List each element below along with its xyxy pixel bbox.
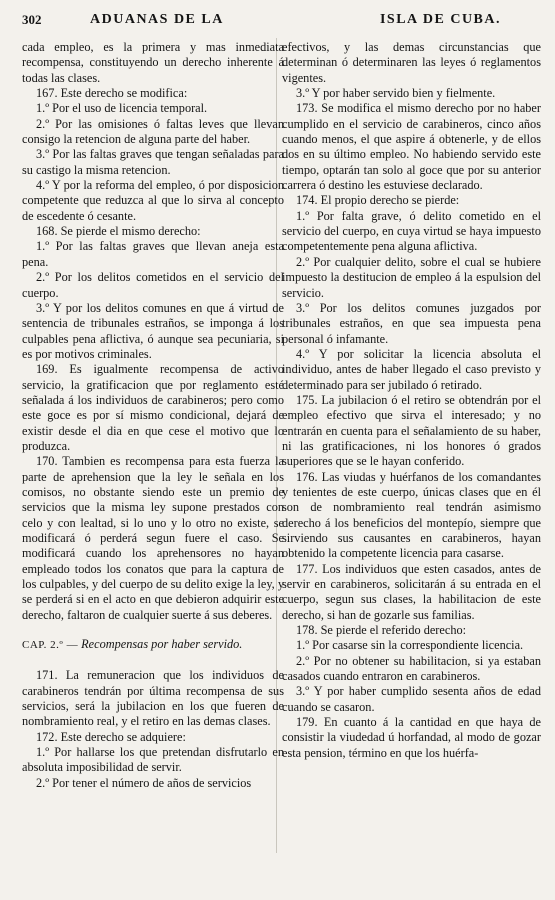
paragraph: 1.º Por el uso de licencia temporal.	[36, 101, 208, 116]
paragraph: 172. Este derecho se adquiere:	[36, 729, 186, 744]
paragraph: 169. Es igualmente recompensa de activo servicio, la gratificacion que por reglamento esté señalada á los individuos de carabineros; pero como este goce es por sí mismo condicional, dejará de existir desde el dia en que cese el motivo que lo produzca.	[22, 362, 284, 453]
running-head	[22, 12, 535, 32]
paragraph: 170. Tambien es recompensa para esta fuerza la parte de aprehension que la ley le señala en los comisos, no obstante siendo este un premio de servicios que la misma ley supone prestados con celo y con lealtad, si lo uno y lo otro no existe, se modificará ó perderá segun fuere el caso. Se modificará cuando los aprehensores no hayan empleado todos los conatos que para la captura de los culpables, y del cuerpo de su delito exige la ley, y se perderá si en el acto en que debieron adquirir este derecho, faltaron de cualquier suerte á sus deberes.	[22, 454, 284, 622]
paragraph: 1.º Por casarse sin la correspondiente licencia.	[296, 638, 524, 653]
paragraph: 2.º Por cualquier delito, sobre el cual se hubiere impuesto la destitucion de empleo á la espulsion del servicio.	[282, 254, 541, 300]
paragraph: 4.º Y por la reforma del empleo, ó por disposicion competente que reduzca al que lo sirva al concepto de escedente ó cesante.	[22, 178, 284, 223]
paragraph: 175. La jubilacion ó el retiro se obtendrán por el empleo efectivo que sirva el interesado; y no entrarán en cuenta para el señalamiento de su haber, ni las gratificaciones, ni los honores ó grados superiores que se le hayan conferido.	[282, 392, 541, 469]
paragraph: 168. Se pierde el mismo derecho:	[36, 224, 201, 239]
paragraph: 177. Los individuos que esten casados, antes de servir en carabineros, solicitarán á su entrada en el cuerpo, segun sus clases, la habilitacion de este derecho, si han de gozarle sus familias.	[282, 561, 541, 622]
paragraph: 3.º Y por haber cumplido sesenta años de edad cuando se casaron.	[282, 684, 541, 714]
chapter-heading	[22, 637, 284, 653]
paragraph: 179. En cuanto á la cantidad en que haya de consistir la viudedad ú horfandad, al modo de gozar esta pension, término en que los huérfa-	[282, 715, 541, 760]
chapter-title: Recompensas por haber servido.	[81, 637, 243, 652]
left-column	[22, 40, 284, 791]
paragraph: 1.º Por falta grave, ó delito cometido en el servicio del cuerpo, en cuya virtud se haya impuesto competentemente pena alguna aflictiva.	[282, 208, 541, 254]
paragraph: 3.º Y por haber servido bien y fielmente.	[296, 86, 496, 101]
paragraph: 2.º Por tener el número de años de servicios	[36, 775, 252, 790]
paragraph: 178. Se pierde el referido derecho:	[296, 623, 467, 638]
right-column	[282, 40, 541, 761]
paragraph: 3.º Por los delitos comunes juzgados por tribunales estraños, en que sea impuesta pena personal ó infamante.	[282, 300, 541, 346]
paragraph: 1.º Por hallarse los que pretendan disfrutarlo en absoluta imposibilidad de servir.	[22, 745, 284, 775]
paragraph: 4.º Y por solicitar la licencia absoluta el individuo, antes de haber llegado el caso previsto y determinado para ser jubilado ó retirado.	[282, 346, 541, 392]
paragraph: 176. Las viudas y huérfanos de los comandantes y tenientes de este cuerpo, únicas clases que en él son de nombramiento real tendrán asimismo derecho á los beneficios del montepío, siempre que sirviendo sus causantes en carabineros, hayan obtenido la competente licencia para casarse.	[282, 469, 541, 561]
paragraph: 173. Se modifica el mismo derecho por no haber cumplido en el servicio de carabineros, cinco años cuando menos, el que aspire á obtenerle, y de ellos dos en su último empleo. No habiendo servido este tiempo, optarán tan solo al goce que por su anterior carrera ó destino les estuviese declarado.	[282, 101, 541, 193]
paragraph: 2.º Por las omisiones ó faltas leves que llevan consigo la retencion de alguna parte del haber.	[22, 116, 284, 147]
paragraph: 2.º Por los delitos cometidos en el servicio del cuerpo.	[22, 270, 284, 300]
paragraph: efectivos, y las demas circunstancias que determinan ó determinaren las leyes ó reglamentos vigentes.	[282, 40, 541, 85]
running-head-right: ISLA DE CUBA.	[379, 12, 501, 27]
chapter-number: CAP. 2.º —	[22, 639, 79, 652]
paragraph: 3.º Por las faltas graves que tengan señaladas para su castigo la misma retencion.	[22, 147, 284, 177]
paragraph: cada empleo, es la primera y mas inmediata recompensa, constituyendo un derecho inherente á todas las clases.	[22, 40, 284, 85]
page-number: 302	[22, 12, 42, 27]
paragraph: 2.º Por no obtener su habilitacion, si ya estaban casados cuando entraron en carabineros.	[282, 653, 541, 684]
paragraph: 171. La remuneracion que los individuos de carabineros tendrán por última recompensa de sus servicios, será la jubilacion en los que fueren de nombramiento real, y el retiro en las demas clases.	[22, 668, 284, 729]
running-head-left: ADUANAS DE LA	[90, 12, 224, 27]
paragraph: 174. El propio derecho se pierde:	[296, 193, 460, 208]
paragraph: 3.º Y por los delitos comunes en que á virtud de sentencia de tribunales estraños, se imponga á los culpables pena aflictiva, ó aunque sea pecuniaria, si es por motivos criminales.	[22, 300, 284, 361]
paragraph: 1.º Por las faltas graves que llevan aneja esta pena.	[22, 239, 284, 269]
paragraph: 167. Este derecho se modifica:	[36, 86, 188, 101]
